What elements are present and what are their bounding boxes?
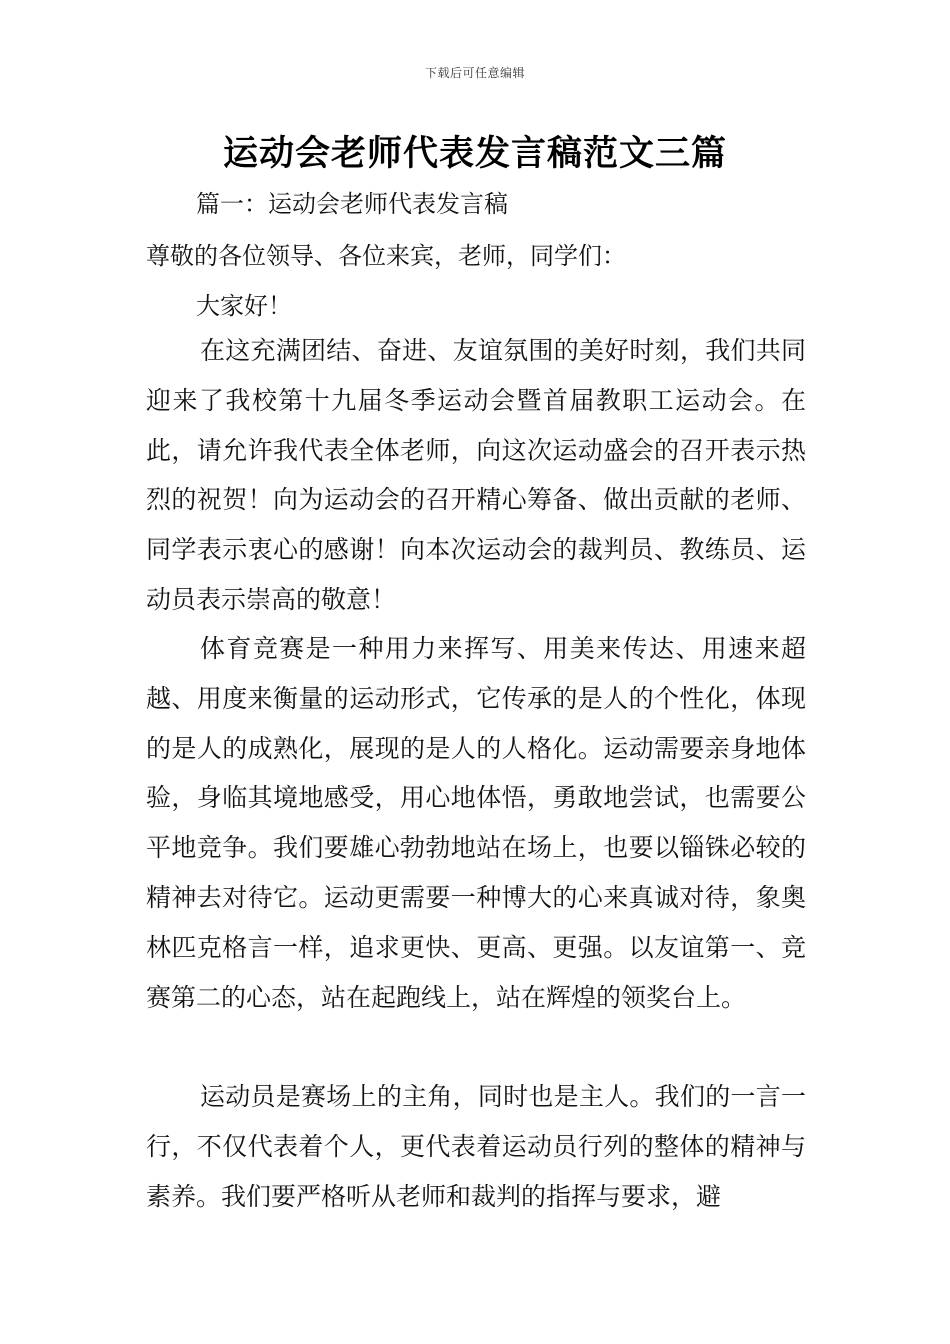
greeting: 大家好！: [196, 292, 292, 320]
body-paragraph: 在这充满团结、奋进、友谊氛围的美好时刻，我们共同迎来了我校第十九届冬季运动会暨首届教职工运动会。在此，请允许我代表全体老师，向这次运动盛会的召开表示热烈的祝贺！向为运动会的召开精心筹备、做出贡献的老师、同学表示衷心的感谢！向本次运动会的裁判员、教练员、运动员表示崇高的敬意！: [146, 336, 806, 614]
document-title: 运动会老师代表发言稿范文三篇: [222, 134, 727, 174]
salutation: 尊敬的各位领导、各位来宾，老师，同学们：: [146, 242, 626, 270]
body-paragraph: 运动员是赛场上的主角，同时也是主人。我们的一言一行，不仅代表着个人，更代表着运动员行列的整体的精神与素养。我们要严格听从老师和裁判的指挥与要求，避: [146, 1082, 806, 1211]
body-paragraph: 体育竞赛是一种用力来挥写、用美来传达、用速来超越、用度来衡量的运动形式，它传承的是人的个性化，体现的是人的成熟化，展现的是人的人格化。运动需要亲身地体验，身临其境地感受，用心地体悟，勇敢地尝试，也需要公平地竞争。我们要雄心勃勃地站在场上，也要以锱铢必较的精神去对待它。运动更需要一种博大的心来真诚对待，象奥林匹克格言一样，追求更快、更高、更强。以友谊第一、竞赛第二的心态，站在起跑线上，站在辉煌的领奖台上。: [146, 634, 806, 1012]
header-note: 下载后可任意编辑: [424, 66, 525, 80]
section-heading: 篇一：运动会老师代表发言稿: [196, 190, 508, 218]
